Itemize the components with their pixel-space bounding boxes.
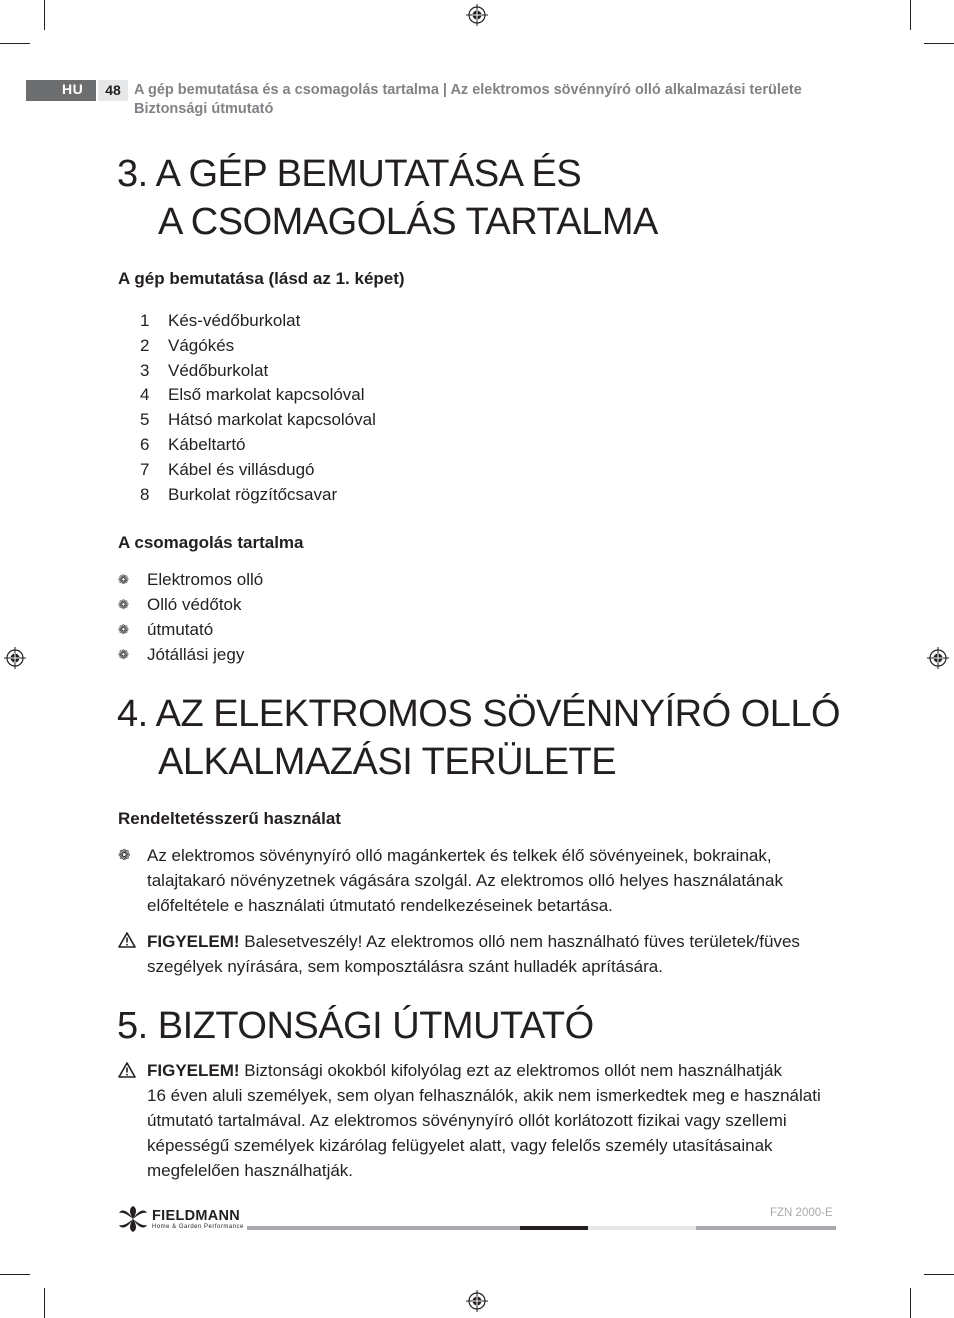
running-header-line2: Biztonsági útmutató bbox=[134, 101, 274, 117]
gear-bullet-icon: ❁ bbox=[118, 622, 129, 637]
gear-bullet-icon: ❁ bbox=[118, 847, 131, 864]
footer-rule bbox=[520, 1226, 588, 1230]
list-item: 7 Kábel és villásdugó bbox=[140, 459, 315, 479]
list-item: 5 Hátsó markolat kapcsolóval bbox=[140, 410, 376, 430]
crop-mark bbox=[0, 43, 30, 44]
fieldmann-logo-icon bbox=[117, 1205, 149, 1233]
registration-mark-icon bbox=[466, 1290, 488, 1312]
brand-name: FIELDMANN bbox=[152, 1208, 241, 1224]
registration-mark-icon bbox=[466, 4, 488, 26]
section3-title bbox=[117, 150, 658, 246]
package-list bbox=[118, 567, 263, 667]
list-item: 6 Kábeltartó bbox=[140, 434, 246, 454]
model-number: FZN 2000-E bbox=[770, 1207, 833, 1219]
list-item: 4 Első markolat kapcsolóval bbox=[140, 385, 365, 405]
crop-mark bbox=[0, 1274, 30, 1275]
warning-label: FIGYELEM! bbox=[147, 932, 240, 951]
gear-bullet-icon: ❁ bbox=[118, 597, 129, 612]
list-item: ❁ Elektromos olló bbox=[118, 567, 263, 592]
warning-paragraph: FIGYELEM! Balesetveszély! Az elektromos olló nem használható füves területek/füves szegélyek nyírására, sem komposztálásra szánt hulladék aprítására. bbox=[147, 932, 800, 976]
running-header bbox=[134, 81, 802, 119]
crop-mark bbox=[44, 1288, 45, 1318]
warning-triangle-icon bbox=[118, 932, 136, 948]
warning-label: FIGYELEM! bbox=[147, 1061, 240, 1080]
crop-mark bbox=[910, 0, 911, 30]
crop-mark bbox=[924, 1274, 954, 1275]
safety-paragraph: FIGYELEM! Biztonsági okokból kifolyólag ezt az elektromos ollót nem használhatják 16 éven aluli személyek, sem olyan felhasználók, akik nem ismerkedtek meg e használati útmutató tartalmával. Az elektromos sövénynyíró ollót korlátozott fizikai vagy szellemi képességű személyek kizárólag felügyelet alatt, vagy felelős személy utasításainak megfelelően használhatják. bbox=[147, 1061, 821, 1180]
gear-bullet-icon: ❁ bbox=[118, 647, 129, 662]
section4-title-line2: ALKALMAZÁSI TERÜLETE bbox=[158, 741, 617, 783]
list-item: 1 Kés-védőburkolat bbox=[140, 311, 301, 330]
section3-title-line1: 3. A GÉP BEMUTATÁSA ÉS bbox=[117, 153, 582, 195]
crop-mark bbox=[924, 43, 954, 44]
section4-title bbox=[117, 690, 840, 786]
section3-title-line2: A CSOMAGOLÁS TARTALMA bbox=[158, 201, 658, 243]
list-item: ❁ útmutató bbox=[118, 617, 263, 642]
use-heading: Rendeltetésszerű használat bbox=[118, 809, 341, 828]
crop-mark bbox=[910, 1288, 911, 1318]
footer-rule bbox=[588, 1226, 696, 1230]
parts-heading: A gép bemutatása (lásd az 1. képet) bbox=[118, 269, 405, 288]
gear-bullet-icon: ❁ bbox=[118, 572, 129, 587]
list-item: 2 Vágókés bbox=[140, 335, 235, 355]
package-heading: A csomagolás tartalma bbox=[118, 533, 304, 552]
page-number-box bbox=[98, 80, 128, 101]
section4-title-line1: 4. AZ ELEKTROMOS SÖVÉNNYÍRÓ OLLÓ bbox=[117, 693, 841, 735]
list-item: ❁ Olló védőtok bbox=[118, 592, 263, 617]
footer-rule bbox=[247, 1226, 520, 1230]
parts-list bbox=[140, 309, 376, 507]
page-number: 48 bbox=[105, 82, 121, 98]
footer-rule bbox=[696, 1226, 836, 1230]
registration-mark-icon bbox=[4, 647, 26, 669]
list-item: 8 Burkolat rögzítőcsavar bbox=[140, 484, 338, 504]
language-label: HU bbox=[62, 81, 84, 97]
registration-mark-icon bbox=[927, 647, 949, 669]
list-item: 3 Védőburkolat bbox=[140, 360, 269, 380]
use-paragraph: Az elektromos sövénynyíró olló magánkertek és telkek élő sövényeinek, bokrainak, talajtakaró növényzetnek vágására szolgál. Az elektromos olló helyes használatának előfeltétele e használati útmutató rendelkezéseinek betartása. bbox=[147, 846, 783, 915]
list-item: ❁ Jótállási jegy bbox=[118, 642, 263, 667]
brand-tagline: Home & Garden Performance bbox=[152, 1224, 244, 1230]
section5-title: 5. BIZTONSÁGI ÚTMUTATÓ bbox=[117, 1005, 594, 1047]
warning-triangle-icon bbox=[118, 1062, 136, 1078]
language-tab bbox=[26, 80, 96, 101]
running-header-line1: A gép bemutatása és a csomagolás tartalma | Az elektromos sövénnyíró olló alkalmazási területe bbox=[134, 82, 802, 98]
crop-mark bbox=[44, 0, 45, 30]
